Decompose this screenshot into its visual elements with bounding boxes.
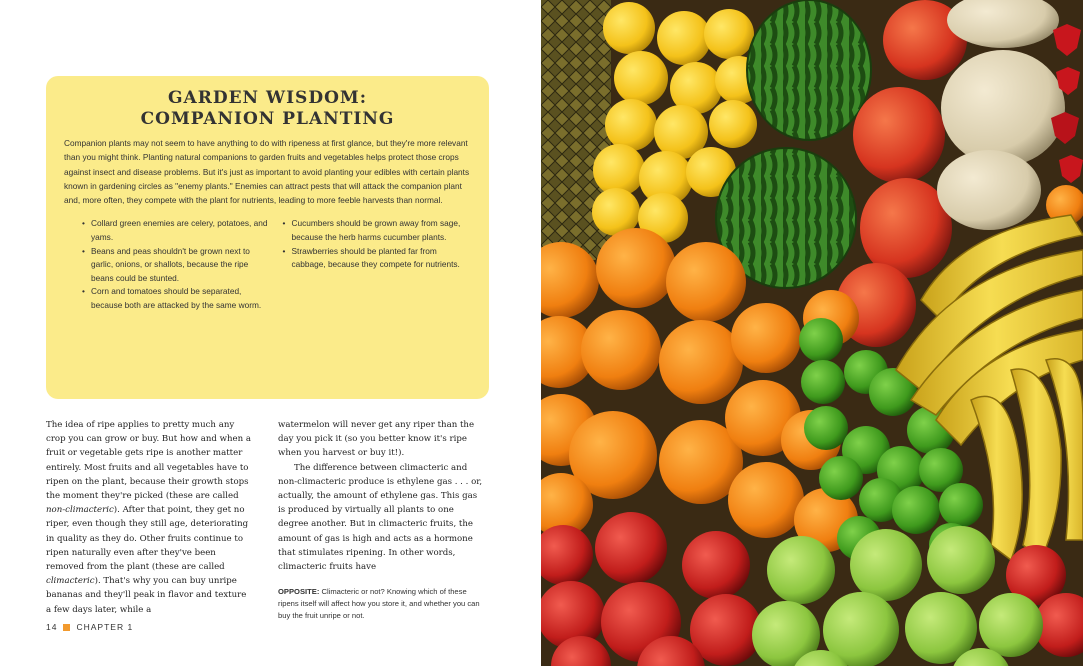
page-number: 14 bbox=[46, 622, 58, 632]
list-item: • Cucumbers should be grown away from sage, because the herb harms cucumber plants. bbox=[283, 217, 472, 244]
list-item: • Beans and peas shouldn't be grown next to garlic, onions, or shallots, because the ripe beans could be stunted. bbox=[82, 245, 271, 286]
body-paragraph: watermelon will never get any riper than the day you pick it (so you better know it's ripe when you harvest or buy it!). bbox=[278, 420, 475, 459]
photo-caption bbox=[278, 586, 486, 622]
term-climacteric: climacteric bbox=[46, 576, 95, 587]
caption-label: OPPOSITE: bbox=[278, 587, 320, 597]
body-column-1 bbox=[46, 418, 254, 622]
sidebar-title-line2: COMPANION PLANTING bbox=[140, 109, 395, 129]
sidebar-intro: Companion plants may not seem to have anything to do with ripeness at first glance, but they're more relevant than you might think. Planting natural companions to garden fruits and vegetables helps protect those crops against insect and disease problems. But it's just as important to avoid planting your edibles with certain plants known in gardening circles as "enemy plants." Enemies can attract pests that will attack the companion plant and, more often, they compete with the plant for nutrients, leading to more feeble harvests than normal. bbox=[64, 138, 470, 206]
list-item: • Strawberries should be planted far from cabbage, because they compete for nutrients. bbox=[283, 245, 472, 272]
body-column-2 bbox=[278, 418, 486, 622]
body-text-run: The idea of ripe applies to pretty much any crop you can grow or buy. But how and when a fruit or vegetable gets ripe is another matter entirely. Most fruits and all vegetables have to ripen on the plant, because their growth stops the moment they're picked (these are called bbox=[46, 420, 252, 502]
companion-planting-sidebar bbox=[46, 76, 489, 399]
page-footer bbox=[46, 622, 133, 632]
body-text bbox=[46, 418, 489, 622]
list-item: • Collard green enemies are celery, potatoes, and yams. bbox=[82, 217, 271, 244]
left-page bbox=[0, 0, 541, 666]
fruit-photo-illustration bbox=[541, 0, 1083, 666]
sidebar-list-right bbox=[283, 217, 472, 312]
sidebar-title-line1: GARDEN WISDOM: bbox=[168, 88, 367, 108]
body-text-run: ). That's why you can buy unripe bananas and they'll peak in flavor and texture a few days later, while a bbox=[46, 576, 247, 615]
accent-square bbox=[63, 624, 70, 631]
fruit-photo bbox=[541, 0, 1083, 666]
body-text-run: ). After that point, they get no riper, even though they still age, deteriorating in quality as they do. Other fruits continue to ripen naturally even after they've been removed from the plant (these are called bbox=[46, 505, 249, 573]
sidebar-title bbox=[64, 88, 471, 130]
list-item: • Corn and tomatoes should be separated, because both are attacked by the same worm. bbox=[82, 285, 271, 312]
chapter-label: CHAPTER 1 bbox=[76, 622, 134, 632]
sidebar-lists bbox=[64, 217, 471, 312]
sidebar-list-left bbox=[82, 217, 271, 312]
term-non-climacteric: non-climacteric bbox=[46, 505, 114, 516]
body-paragraph: The difference between climacteric and non-climacteric produce is ethylene gas . . . or, actually, the amount of ethylene gas. This gas is produced by virtually all plants to one degree another. But in climacteric fruits, the amount of gas is high and acts as a hormone that stimulates ripening. In other words, climacteric fruits have bbox=[278, 462, 483, 573]
body-paragraph bbox=[46, 418, 254, 617]
caption-text: Climacteric or not? Knowing which of these ripens itself will affect how you store it, and whether you can buy the fruit unripe or not. bbox=[278, 587, 480, 621]
